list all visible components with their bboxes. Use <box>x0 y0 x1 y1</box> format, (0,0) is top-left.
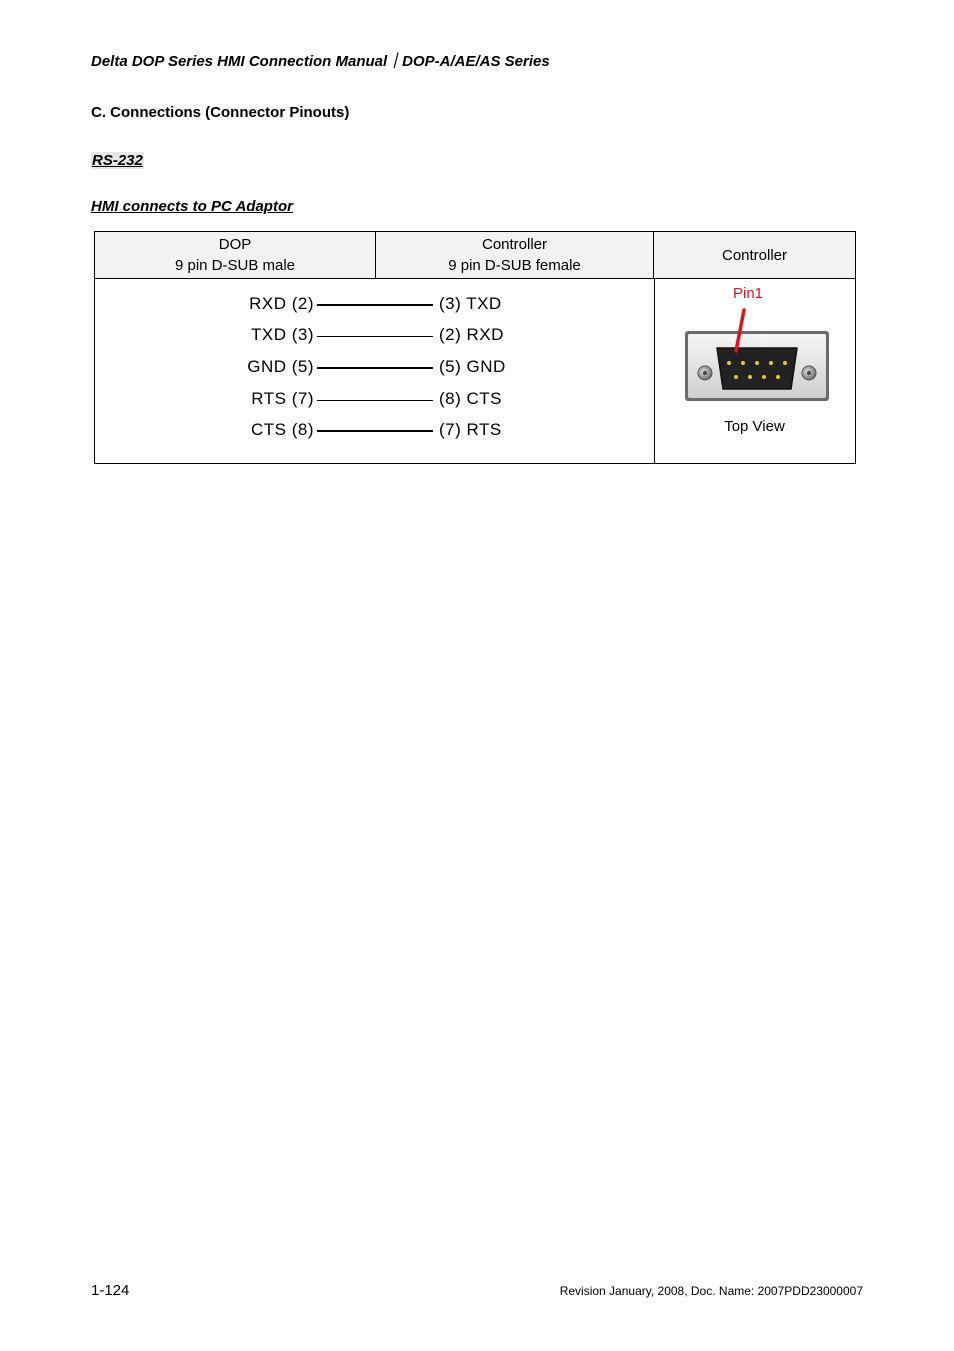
header-controller-connector: 9 pin D-SUB female <box>448 257 581 274</box>
pin-dot <box>769 361 773 365</box>
adaptor-subheading: HMI connects to PC Adaptor <box>91 198 293 215</box>
wire-line <box>317 304 433 306</box>
wire-line <box>317 430 433 432</box>
wire-line <box>317 400 433 401</box>
pin-dot <box>762 375 766 379</box>
wiring-row <box>95 357 654 381</box>
controller-pin-label: (2) RXD <box>439 325 504 344</box>
controller-pin-label: (8) CTS <box>439 389 502 408</box>
wiring-row <box>95 420 654 444</box>
pin-dot <box>783 361 787 365</box>
wiring-row <box>95 325 654 349</box>
rs232-heading: RS-232 <box>92 152 143 169</box>
controller-pin-label: (5) GND <box>439 357 506 376</box>
header-cell-dop <box>95 232 376 279</box>
section-heading: C. Connections (Connector Pinouts) <box>91 104 350 121</box>
top-view-label: Top View <box>724 418 785 435</box>
pin-dot <box>734 375 738 379</box>
dop-pin-label: GND (5) <box>247 357 314 376</box>
controller-pin-label: (7) RTS <box>439 420 502 439</box>
pin-dot <box>727 361 731 365</box>
manual-header-title: Delta DOP Series HMI Connection Manual｜DOP-A/AE/AS Series <box>91 53 550 70</box>
pin-dot <box>741 361 745 365</box>
wire-line <box>317 367 433 369</box>
db9-connector-icon <box>684 307 830 401</box>
wire-line <box>317 336 433 337</box>
pin-dot <box>776 375 780 379</box>
screw-right-hole-icon <box>807 371 811 375</box>
header-cell-controller-female <box>376 232 654 279</box>
header-dop-label: DOP <box>218 236 252 253</box>
pin-dot <box>748 375 752 379</box>
dop-pin-label: CTS (8) <box>251 420 314 439</box>
dop-pin-label: RTS (7) <box>251 389 314 408</box>
header-controller-label: Controller <box>481 236 548 253</box>
header-controller-image-label: Controller <box>721 246 788 264</box>
wiring-row <box>95 294 654 318</box>
wiring-diagram <box>95 279 654 464</box>
screw-left-hole-icon <box>703 371 707 375</box>
table-divider <box>654 279 655 464</box>
dop-pin-label: RXD (2) <box>249 294 314 313</box>
wiring-row <box>95 389 654 413</box>
controller-pin-label: (3) TXD <box>439 294 502 313</box>
header-cell-controller <box>654 232 855 279</box>
connector-socket <box>717 348 797 389</box>
revision-note: Revision January, 2008, Doc. Name: 2007PDD23000007 <box>559 1284 863 1298</box>
pinout-table <box>94 231 856 464</box>
header-dop-connector: 9 pin D-SUB male <box>174 257 296 274</box>
pin-dot <box>755 361 759 365</box>
dop-pin-label: TXD (3) <box>251 325 314 344</box>
page-number: 1-124 <box>91 1282 130 1299</box>
pin1-label: Pin1 <box>733 285 764 302</box>
